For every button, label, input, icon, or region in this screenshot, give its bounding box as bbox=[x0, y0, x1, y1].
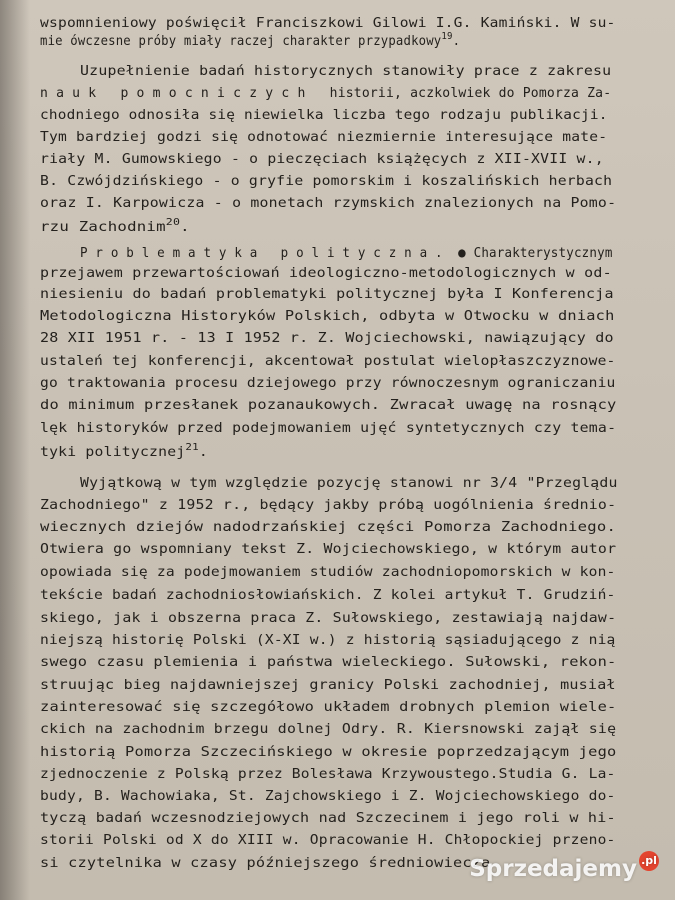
line-text: n a u k p o m o c n i c z y c h historii, aczkolwiek do Pomorza Za- bbox=[40, 85, 612, 101]
text-line bbox=[40, 586, 616, 604]
watermark-badge: .pl bbox=[639, 851, 659, 871]
text-line bbox=[40, 32, 460, 50]
line-text: 28 XII 1951 r. - 13 I 1952 r. Z. Wojciechowski, nawiązujący do bbox=[40, 330, 614, 346]
line-text: ckich na zachodnim brzegu dolnej Odry. R. Kiersnowski zajął się bbox=[40, 721, 617, 737]
line-text: swego czasu plemienia i państwa wieleckiego. Sułowski, rekon- bbox=[40, 654, 617, 670]
watermark bbox=[469, 856, 659, 882]
text-line bbox=[40, 128, 607, 146]
text-line bbox=[40, 563, 616, 581]
text-line bbox=[40, 653, 616, 671]
text-line bbox=[40, 831, 616, 849]
text-line bbox=[40, 720, 616, 738]
text-line bbox=[40, 14, 616, 32]
line-text: struując bieg najdawniejszej granicy Polski zachodniej, musiał bbox=[40, 677, 616, 693]
line-text: P r o b l e m a t y k a p o l i t y c z n a . ● Charakterystycznym bbox=[80, 245, 613, 261]
line-text: tyki politycznej bbox=[40, 444, 186, 460]
text-line bbox=[40, 84, 611, 102]
footnote-ref: 20 bbox=[165, 217, 181, 228]
line-text: Zachodniego" z 1952 r., będący jakby próbą uogólnienia średnio- bbox=[40, 497, 617, 513]
line-text: opowiada się za podejmowaniem studiów zachodniopomorskich w kon- bbox=[40, 564, 616, 580]
text-line bbox=[40, 743, 616, 761]
line-text: zainteresować się szczegółowo układem drobnych plemion wiele- bbox=[40, 699, 617, 715]
text-line bbox=[40, 540, 616, 558]
text-line bbox=[40, 631, 616, 649]
line-text: go traktowania procesu dziejowego przy równoczesnym ograniczaniu bbox=[40, 375, 616, 391]
text-line bbox=[40, 264, 612, 282]
line-text: rzu Zachodnim bbox=[40, 219, 166, 235]
text-line bbox=[40, 329, 614, 347]
line-text: wspomnieniowy poświęcił Franciszkowi Gilowi I.G. Kamiński. W su- bbox=[40, 15, 616, 31]
text-line bbox=[40, 172, 612, 190]
line-text: wiecznych dziejów nadodrzańskiej części Pomorza Zachodniego. bbox=[40, 519, 617, 535]
line-text: ustaleń tej konferencji, akcentował postulat wielopłaszczyznowe- bbox=[40, 353, 616, 369]
text-line bbox=[40, 609, 616, 627]
line-text: Wyjątkową w tym względzie pozycję stanowi nr 3/4 "Przeglądu bbox=[80, 475, 618, 491]
text-line bbox=[40, 106, 608, 124]
text-line bbox=[40, 396, 616, 414]
text-line bbox=[40, 218, 190, 236]
line-tail: . bbox=[180, 219, 190, 235]
line-tail: . bbox=[198, 444, 208, 460]
footnote-ref: 21 bbox=[185, 442, 199, 453]
line-text: tekście badań zachodniosłowiańskich. Z kolei artykuł T. Grudziń- bbox=[40, 587, 616, 603]
text-line bbox=[40, 443, 208, 461]
text-line bbox=[40, 496, 616, 514]
text-line bbox=[40, 419, 616, 437]
line-text: storii Polski od X do XIII w. Opracowanie H. Chłopockiej przeno- bbox=[40, 832, 616, 848]
text-line bbox=[40, 854, 491, 872]
line-text: historią Pomorza Szczecińskiego w okresie poprzedzającym jego bbox=[40, 744, 617, 760]
line-text: skiego, jak i obszerna praca Z. Sułowskiego, zestawiają najdaw- bbox=[40, 610, 617, 626]
text-line bbox=[40, 809, 616, 827]
watermark-text: Sprzedajemy bbox=[469, 856, 637, 882]
line-text: niesieniu do badań problematyki politycznej była I Konferencja bbox=[40, 286, 614, 302]
text-line bbox=[40, 518, 616, 536]
line-text: si czytelnika w czasy późniejszego średniowiecza bbox=[40, 855, 491, 871]
line-text: niejszą historię Polski (X-XI w.) z historią sąsiadującego z nią bbox=[40, 632, 616, 648]
text-line bbox=[40, 307, 614, 325]
text-line bbox=[40, 285, 614, 303]
line-text: Tym bardziej godzi się odnotować niezmiernie interesujące mate- bbox=[40, 129, 608, 145]
line-text: B. Czwójdzińskiego - o gryfie pomorskim i koszalińskich herbach bbox=[40, 173, 613, 189]
text-line bbox=[40, 787, 616, 805]
line-text: do minimum przesłanek pozanaukowych. Zwracał uwagę na rosnący bbox=[40, 397, 617, 413]
line-text: Uzupełnienie badań historycznych stanowiły prace z zakresu bbox=[80, 63, 612, 79]
text-line bbox=[40, 698, 616, 716]
line-text: oraz I. Karpowicza - o monetach rzymskich znalezionych na Pomo- bbox=[40, 195, 617, 211]
footnote-ref: 19 bbox=[441, 31, 453, 42]
text-line bbox=[80, 244, 613, 262]
text-line bbox=[40, 194, 616, 212]
line-text: lęk historyków przed podejmowaniem ujęć syntetycznych czy tema- bbox=[40, 420, 617, 436]
line-text: zjednoczenie z Polską przez Bolesława Krzywoustego.Studia G. La- bbox=[40, 766, 616, 782]
text-line bbox=[40, 150, 604, 168]
line-text: riały M. Gumowskiego - o pieczęciach książęcych z XII-XVII w., bbox=[40, 151, 604, 167]
text-line bbox=[40, 352, 616, 370]
text-line bbox=[40, 765, 616, 783]
line-text: przejawem przewartościowań ideologiczno-metodologicznych w od- bbox=[40, 265, 612, 281]
line-text: chodniego odnosiła się niewielka liczba tego rodzaju publikacji. bbox=[40, 107, 608, 123]
text-line bbox=[80, 62, 611, 80]
line-text: tyczą badań wczesnodziejowych nad Szczecinem i jego roli w hi- bbox=[40, 810, 616, 826]
text-line bbox=[40, 374, 616, 392]
line-text: budy, B. Wachowiaka, St. Zajchowskiego i Z. Wojciechowskiego do- bbox=[40, 788, 616, 804]
text-line bbox=[40, 676, 616, 694]
line-text: Otwiera go wspomniany tekst Z. Wojciechowskiego, w którym autor bbox=[40, 541, 617, 557]
line-tail: . bbox=[452, 33, 461, 49]
line-text: mie ówczesne próby miały raczej charakter przypadkowy bbox=[40, 33, 442, 49]
text-line bbox=[80, 474, 618, 492]
line-text: Metodologiczna Historyków Polskich, odbyta w Otwocku w dniach bbox=[40, 308, 615, 324]
